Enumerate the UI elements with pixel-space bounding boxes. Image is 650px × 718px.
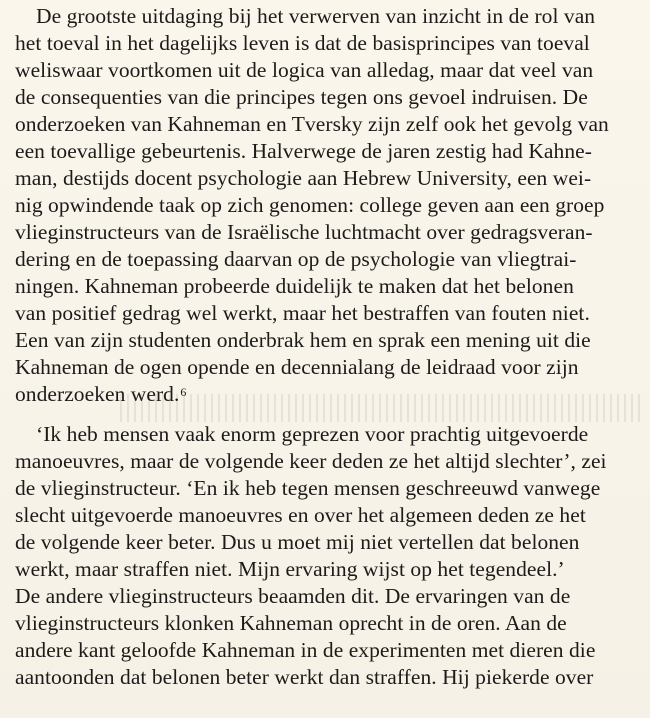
text-line: slecht uitgevoerde manoeuvres en over het algemeen deden ze het <box>15 503 586 527</box>
text-line: andere kant geloofde Kahneman in de experimenten met dieren die <box>15 638 596 662</box>
text-line: manoeuvres, maar de volgende keer deden ze het altijd slechter’, zei <box>15 449 607 473</box>
text-line: de vlieginstructeur. ‘En ik heb tegen mensen geschreeuwd vanwege <box>15 476 601 500</box>
text-line: dering en de toepassing daarvan op de psychologie van vliegtrai- <box>15 247 577 271</box>
text-line-content: onderzoeken werd. <box>15 382 180 406</box>
text-line: Een van zijn studenten onderbrak hem en sprak een mening uit die <box>15 328 591 352</box>
text-line: ningen. Kahneman probeerde duidelijk te maken dat het belonen <box>15 274 574 298</box>
text-line: man, destijds docent psychologie aan Hebrew University, een wei- <box>15 166 592 190</box>
text-line: weliswaar voortkomen uit de logica van alledag, maar dat veel van <box>15 58 594 82</box>
text-line: aantoonden dat belonen beter werkt dan straffen. Hij piekerde over <box>15 665 594 689</box>
text-line: vlieginstructeurs klonken Kahneman oprecht in de oren. Aan de <box>15 611 567 635</box>
text-line: onderzoeken van Kahneman en Tversky zijn zelf ook het gevolg van <box>15 112 609 136</box>
show-through-bleed <box>120 394 640 422</box>
footnote-marker: 6 <box>180 385 187 399</box>
text-line: nig opwindende taak op zich genomen: college geven aan een groep <box>15 193 605 217</box>
text-line: van positief gedrag wel werkt, maar het bestraffen van fouten niet. <box>15 301 590 325</box>
text-line: een toevallige gebeurtenis. Halverwege de jaren zestig had Kahne- <box>15 139 592 163</box>
text-line: de volgende keer beter. Dus u moet mij niet vertellen dat belonen <box>15 530 580 554</box>
text-line: ‘Ik heb mensen vaak enorm geprezen voor prachtig uitgevoerde <box>36 422 589 446</box>
text-line: werkt, maar straffen niet. Mijn ervaring wijst op het tegendeel.’ <box>15 557 565 581</box>
text-line: de consequenties van die principes tegen ons gevoel indruisen. De <box>15 85 588 109</box>
text-line: het toeval in het dagelijks leven is dat de basisprincipes van toeval <box>15 31 590 55</box>
text-line: De andere vlieginstructeurs beaamden dit. De ervaringen van de <box>15 584 571 608</box>
text-line: De grootste uitdaging bij het verwerven van inzicht in de rol van <box>36 4 596 28</box>
text-line: vlieginstructeurs van de Israëlische luchtmacht over gedragsveran- <box>15 220 593 244</box>
text-line: Kahneman de ogen opende en decennialang de leidraad voor zijn <box>15 355 579 379</box>
text-line-with-footnote <box>15 382 186 406</box>
